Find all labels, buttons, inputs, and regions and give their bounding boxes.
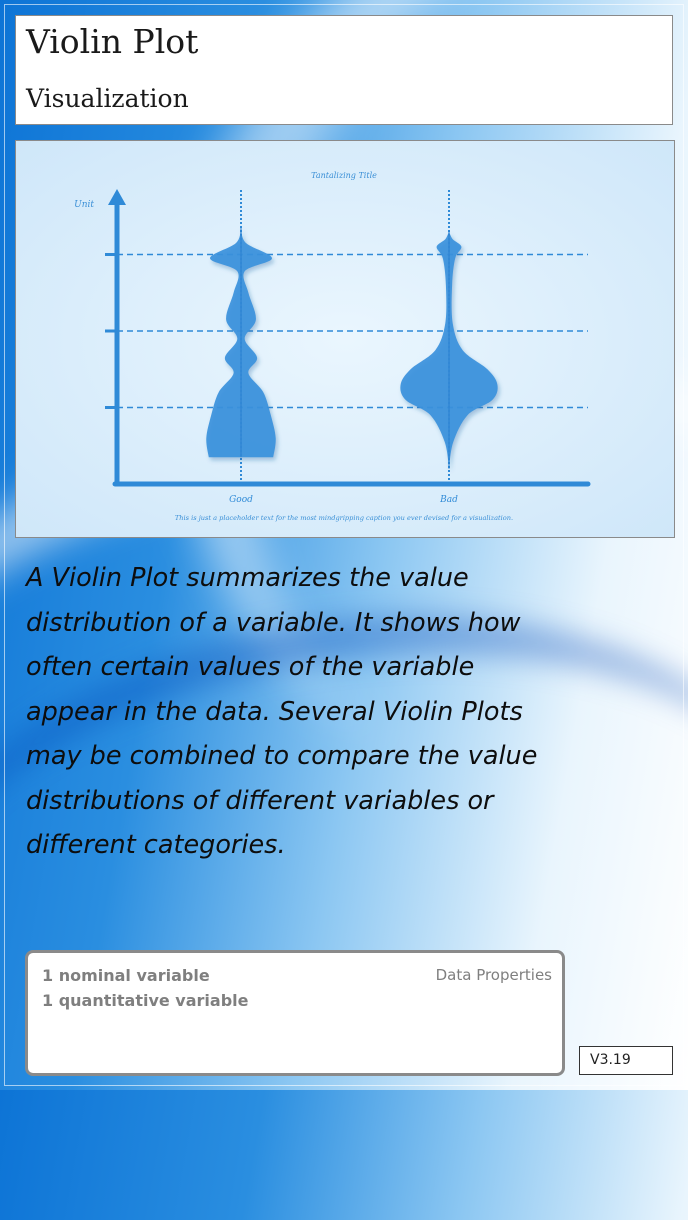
data-properties-box (25, 950, 565, 1076)
version-badge: V3.19 (579, 1046, 673, 1075)
page-title: Violin Plot (26, 22, 199, 61)
x-tick-label: Good (229, 495, 253, 505)
description-text: A Violin Plot summarizes the value distribution of a variable. It shows how often certain values of the variable appear in the data. Several Violin Plots may be combined to compare the value distributions of different variables or different categories. (26, 563, 538, 860)
y-axis-label: Unit (74, 200, 94, 210)
chart-panel (15, 140, 675, 538)
property-item: 1 quantitative variable (42, 991, 249, 1010)
page-subtitle: Visualization (26, 84, 189, 113)
x-tick-label: Bad (440, 495, 458, 505)
data-properties-label: Data Properties (435, 966, 552, 984)
chart-caption: This is just a placeholder text for the most mindgripping caption you ever devised for a visualization. (174, 514, 514, 522)
violin-chart (16, 141, 674, 537)
chart-title: Tantalizing Title (311, 171, 377, 180)
property-item: 1 nominal variable (42, 966, 210, 985)
title-box (15, 15, 673, 125)
